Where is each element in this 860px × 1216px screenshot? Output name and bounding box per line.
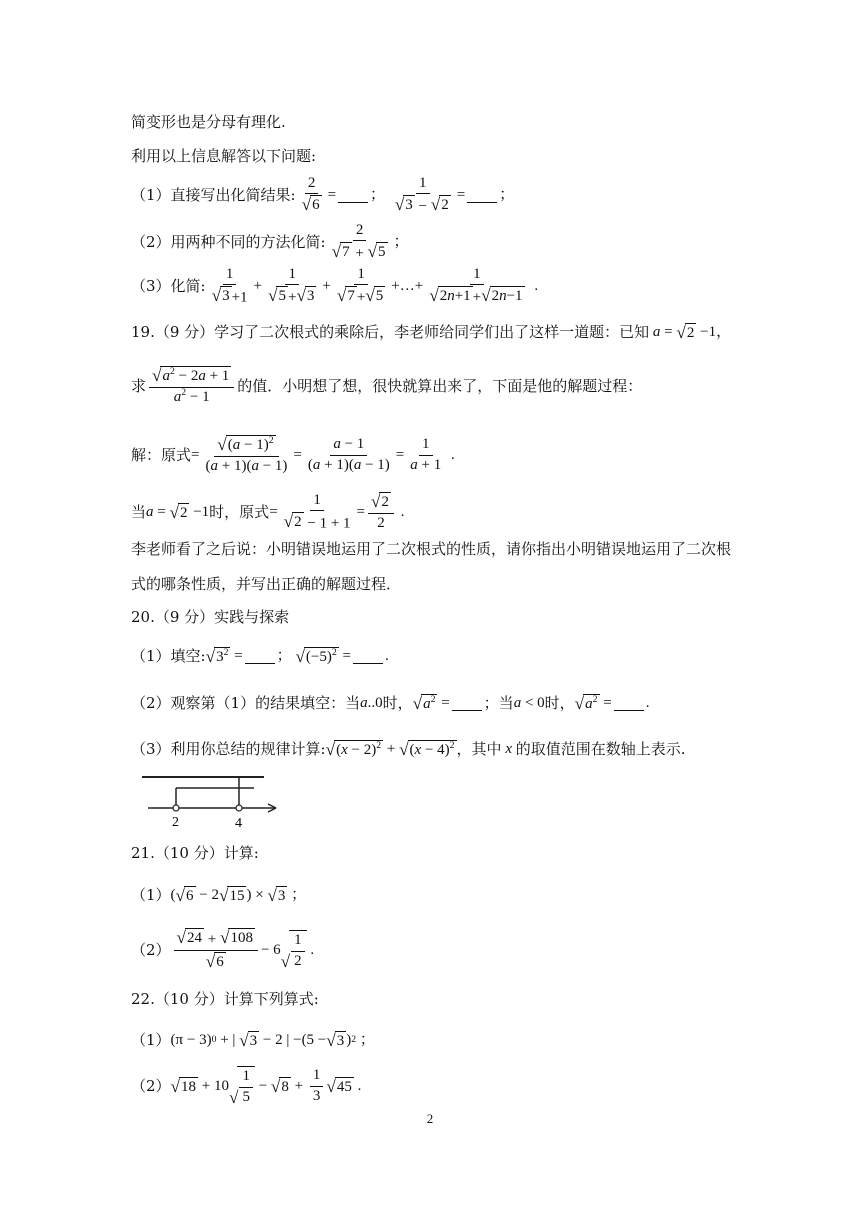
question-text: 22.（10 分）计算下列算式: [131,990,319,1008]
question-label: （2） [131,941,171,959]
question-text: 求 [131,377,147,395]
formula: 1 √ 3 +1 + 1 √ 5 + √ 3 + 1 √ 7 + √ 5 +…+ 1 √ 2n+1 + √ 2n−1 . [211,265,539,306]
paragraph-text: 式的哪条性质，并写出正确的解题过程． [131,575,402,593]
page-number: 2 [426,1111,434,1126]
number-line-figure [142,770,292,830]
solution-text: 时，原式 [209,503,270,521]
text-line [131,538,731,560]
question-20-3 [131,738,686,760]
formula: x [505,741,512,757]
formula: = √ $(a - 1)^2$ (a + 1)(a − 1) = $\frac{a - 1}{(a + 1)(a - 1)}$ = $\frac{1}{a + 1}$ . [191,434,455,475]
question-22-header [131,988,319,1010]
formula: √ $a^2$ = . [574,693,650,713]
question-19-header [131,321,731,343]
question-text: 21.（10 分）计算: [131,844,259,862]
formula: √ $a^2 - 2a + 1$ $a^2 - 1$ [146,366,237,407]
formula: (π − 3) 0 + | √ 3 − 2 | −(5 − √ 3 ) 2 ； [170,1031,375,1050]
formula: = 1 √ 2 − 1 + 1 = √ 2 2 . [269,491,405,532]
paragraph-text: 利用以上信息解答以下问题: [131,147,317,165]
question-label: （1） [131,886,171,904]
question-text: 的值．小明想了想，很快就算出来了，下面是他的解题过程： [237,377,643,395]
open-point-2 [173,805,179,811]
question-label: （3）化简: [131,277,206,295]
question-22-1 [131,1029,375,1051]
question-21-header [131,842,259,864]
formula: ( √ 6 − 2 √ 15 ) × √ 3 ； [170,886,307,905]
question-21-2 [131,926,314,974]
paragraph-text: 李老师看了之后说：小明错误地运用了二次根式的性质，请你指出小明错误地运用了二次根 [131,540,732,558]
question-19-ask [131,364,642,408]
question-label: （1） [131,1031,171,1049]
formula: √ $3^2$ = ； √ $(-5)^2$ = . [205,646,389,666]
question-label: （2）观察第（1）的结果填空：当 [131,694,361,712]
question-21-1 [131,884,306,906]
formula: 2 √ 7 + √ 5 ； [331,221,409,262]
open-point-4 [236,805,242,811]
question-20-header [131,606,289,628]
question-20-2 [131,692,649,714]
question-18-2 [131,220,409,264]
question-19-solution [131,432,455,478]
solution-text: 当 [131,503,147,521]
formula: a = √ 2 −1 [146,503,210,522]
question-22-2 [131,1063,361,1109]
question-text: 的取值范围在数轴上表示. [515,740,686,758]
numline-label-2: 2 [172,815,179,830]
formula: √ $(x - 2)^2$ + √ $(x - 4)^2$ [325,739,455,759]
formula: a = √ 2 −1， [652,323,732,342]
question-18-1 [131,173,514,217]
formula: √ 24 + √ 108 √ 6 − 6 √ $\frac{1}{2}$ . [171,928,315,972]
solution-text: 解：原式 [131,446,192,464]
formula: a ..0 [360,695,383,711]
question-text: 20.（9 分）实践与探索 [131,608,290,626]
question-19-when [131,490,404,534]
question-text: ，其中 [456,740,502,758]
question-text: ；当 [483,694,514,712]
formula: √ $a^2$ = [413,692,484,714]
question-text: 19.（9 分）学习了二次根式的乘除后，李老师给同学们出了这样一道题：已知 [131,323,650,341]
question-20-1 [131,645,389,667]
paragraph-text: 简变形也是分母有理化. [131,113,286,131]
text-line [131,145,316,167]
question-label: （1）直接写出化简结果: [131,186,296,204]
numline-label-4: 4 [235,816,242,830]
question-label: （1）填空: [131,647,206,665]
question-18-3 [131,264,538,308]
formula: 2 √ 6 = ； 1 √ 3 − √ 2 = ； [301,174,515,215]
question-label: （3）利用你总结的规律计算: [131,740,326,758]
text-line [131,573,401,595]
question-text: 时， [544,694,575,712]
question-label: （2） [131,1077,171,1095]
text-line [131,111,286,133]
question-label: （2）用两种不同的方法化简: [131,233,326,251]
formula: √ 18 + 10 √ $\frac{1}{5}$ − √ 8 + $\frac{1}{3}$ √ 45 . [170,1067,362,1107]
question-text: 时， [382,694,413,712]
formula: a < 0 [513,695,545,711]
